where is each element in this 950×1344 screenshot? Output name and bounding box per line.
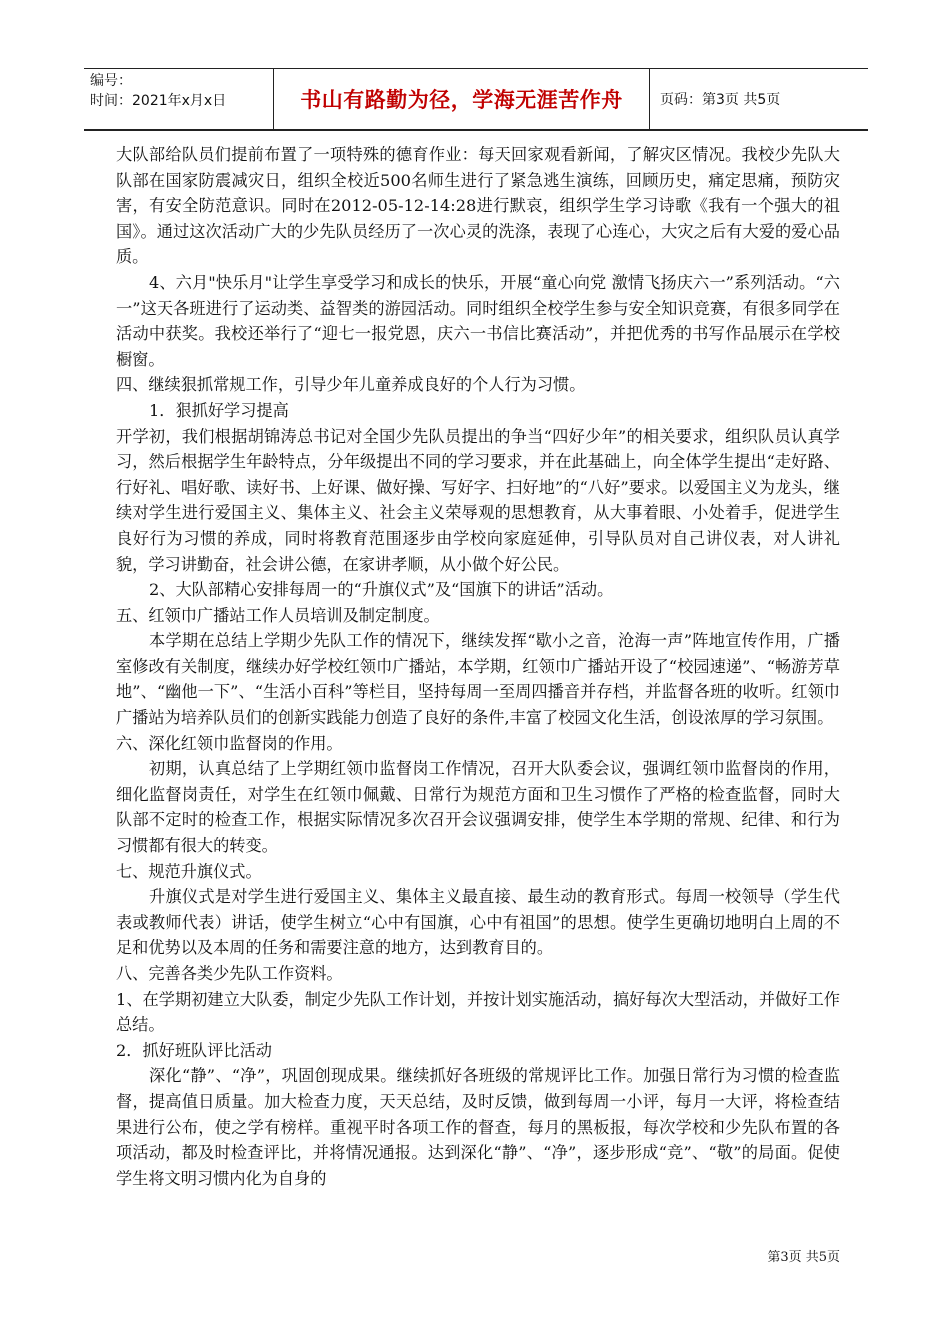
paragraph: 五、红领巾广播站工作人员培训及制定制度。 xyxy=(116,605,440,625)
document-body xyxy=(116,142,840,1191)
paragraph: 4、六月"快乐月"让学生享受学习和成长的快乐，开展“童心向党 激情飞扬庆六一”系列活动。“六一”这天各班进行了运动类、益智类的游园活动。同时组织全校学生参与安全知识竞赛，有很多同学在活动中获奖。我校还举行了“迎七一报党恩，庆六一书信比赛活动”，并把优秀的书写作品展示在学校橱窗。 xyxy=(116,272,840,369)
footer-page-number: 第3页 共5页 xyxy=(767,1250,840,1265)
paragraph: 八、完善各类少先队工作资料。 xyxy=(116,964,343,983)
header-motto-cell xyxy=(274,69,650,129)
paragraph: 开学初，我们根据胡锦涛总书记对全国少先队员提出的争当“四好少年”的相关要求，组织队员认真学习，然后根据学生年龄特点，分年级提出不同的学习要求，并在此基础上，向全体学生提出“走好路、行好礼、唱好歌、读好书、上好课、做好操、写好字、扫好地”的“八好”要求。以爱国主义为龙头，继续对学生进行爱国主义、集体主义、社会主义荣辱观的思想教育，从大事着眼、小处着手，促进学生良好行为习惯的养成，同时将教育范围逐步由学校向家庭延伸，引导队员对自己讲仪表，对人讲礼貌，学习讲勤奋，社会讲公德，在家讲孝顺，从小做个好公民。 xyxy=(116,426,840,574)
header-page-number: 页码：第3页 共5页 xyxy=(660,92,781,108)
paragraph: 四、继续狠抓常规工作，引导少年儿童养成良好的个人行为习惯。 xyxy=(116,375,586,395)
paragraph: 1、在学期初建立大队委，制定少先队工作计划，并按计划实施活动，搞好每次大型活动，并做好工作总结。 xyxy=(116,989,840,1035)
page-header xyxy=(84,68,868,131)
paragraph: 升旗仪式是对学生进行爱国主义、集体主义最直接、最生动的教育形式。每周一校领导（学生代表或教师代表）讲话，使学生树立“心中有国旗，心中有祖国”的思想。使学生更确切地明白上周的不足和优势以及本周的任务和需要注意的地方，达到教育目的。 xyxy=(116,887,840,958)
paragraph: 初期，认真总结了上学期红领巾监督岗工作情况，召开大队委会议，强调红领巾监督岗的作用，细化监督岗责任，对学生在红领巾佩戴、日常行为规范方面和卫生习惯作了严格的检查监督，同时大队部不定时的检查工作，根据实际情况多次召开会议强调安排，使学生本学期的常规、纪律、和行为习惯都有很大的转变。 xyxy=(116,759,840,856)
paragraph: 2．抓好班队评比活动 xyxy=(116,1040,272,1060)
header-motto: 书山有路勤为径，学海无涯苦作舟 xyxy=(300,88,623,112)
paragraph: 七、规范升旗仪式。 xyxy=(116,861,262,881)
paragraph: 六、深化红领巾监督岗的作用。 xyxy=(116,733,343,753)
paragraph: 本学期在总结上学期少先队工作的情况下，继续发挥“歇小之音，沧海一声”阵地宣传作用，广播室修改有关制度，继续办好学校红领巾广播站，本学期，红领巾广播站开设了“校园速递”、“畅游芳草地”、“幽他一下”、“生活小百科”等栏目，坚持每周一至周四播音并存档，并监督各班的收听。红领巾广播站为培养队员们的创新实践能力创造了良好的条件,丰富了校园文化生活，创设浓厚的学习氛围。 xyxy=(116,631,840,728)
paragraph: 大队部给队员们提前布置了一项特殊的德育作业：每天回家观看新闻，了解灾区情况。我校少先队大队部在国家防震减灾日，组织全校近500名师生进行了紧急逃生演练，回顾历史，痛定思痛，预防灾害，有安全防范意识。同时在2012-05-12-14:28进行默哀，组织学生学习诗歌《我有一个强大的祖国》。通过这次活动广大的少先队员经历了一次心灵的洗涤，表现了心连心，大灾之后有大爱的爱心品质。 xyxy=(116,145,840,267)
document-date: 时间：2021年x月x日 xyxy=(90,93,227,109)
header-meta xyxy=(84,69,274,129)
document-number-label: 编号： xyxy=(90,73,132,89)
paragraph: 深化“静”、“净”，巩固创现成果。继续抓好各班级的常规评比工作。加强日常行为习惯的检查监督，提高值日质量。加大检查力度，天天总结，及时反馈，做到每周一小评，每月一大评，将检查结果进行公布，使之学有榜样。重视平时各项工作的督查，每月的黑板报，每次学校和少先队布置的各项活动，都及时检查评比，并将情况通报。达到深化“静”、“净”，逐步形成“竞”、“敬”的局面。促使学生将文明习惯内化为自身的 xyxy=(116,1066,840,1188)
paragraph: 2、大队部精心安排每周一的“升旗仪式”及“国旗下的讲话”活动。 xyxy=(149,580,614,600)
paragraph: 1．狠抓好学习提高 xyxy=(149,400,289,420)
header-page-cell xyxy=(650,69,868,129)
